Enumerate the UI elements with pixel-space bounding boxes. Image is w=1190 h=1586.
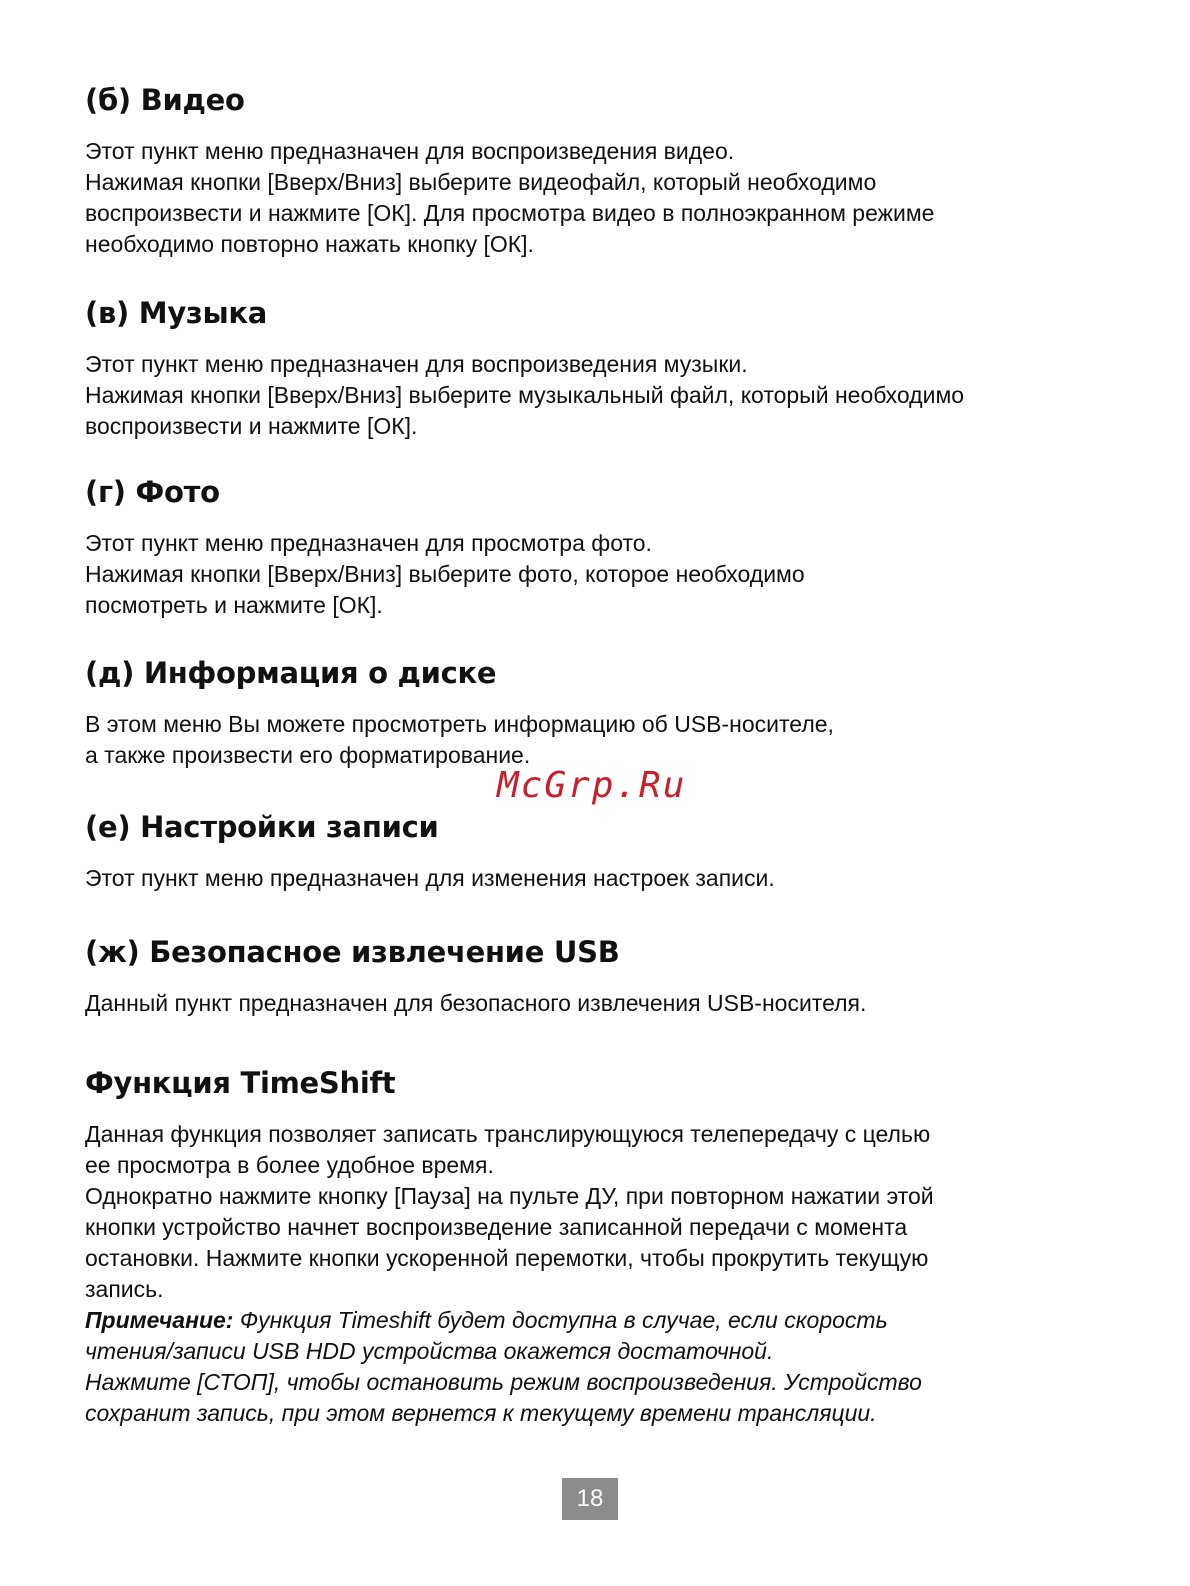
section-heading: (г) Фото [85,475,220,509]
section-heading: (е) Настройки записи [85,810,439,844]
paragraph-line: Нажимая кнопки [Вверх/Вниз] выберите видеофайл, который необходимо [85,169,877,195]
note-line: сохранит запись, при этом вернется к текущему времени трансляции. [85,1400,877,1426]
section-music [85,295,1105,442]
note-line: Нажмите [СТОП], чтобы остановить режим воспроизведения. Устройство [85,1369,922,1395]
paragraph-line: воспроизвести и нажмите [ОК]. [85,413,418,439]
paragraph-line: Этот пункт меню предназначен для просмотра фото. [85,530,652,556]
section-video [85,82,1105,260]
paragraph-line: Нажимая кнопки [Вверх/Вниз] выберите фото, которое необходимо [85,561,805,587]
watermark: McGrp.Ru [497,765,687,806]
section-body [85,349,1105,442]
section-body [85,1119,1105,1429]
section-body [85,136,1105,260]
paragraph-line: кнопки устройство начнет воспроизведение записанной передачи с момента [85,1214,908,1240]
note-line: чтения/записи USB HDD устройства окажется достаточной. [85,1338,774,1364]
section-timeshift [85,1065,1105,1429]
paragraph-line: а также произвести его форматирование. [85,742,531,768]
section-heading: (б) Видео [85,83,245,117]
section-heading: Функция TimeShift [85,1066,396,1100]
paragraph-line: Этот пункт меню предназначен для изменения настроек записи. [85,865,775,891]
paragraph-line: Этот пункт меню предназначен для воспроизведения видео. [85,138,735,164]
paragraph-line: запись. [85,1276,164,1302]
section-heading: (ж) Безопасное извлечение USB [85,935,620,969]
section-body [85,709,1105,771]
paragraph-line: Нажимая кнопки [Вверх/Вниз] выберите музыкальный файл, который необходимо [85,382,965,408]
section-safe-remove [85,934,1105,1019]
note-label: Примечание: [85,1307,234,1333]
paragraph-line: посмотреть и нажмите [ОК]. [85,592,383,618]
section-disk-info [85,655,1105,771]
section-body [85,863,1105,894]
paragraph-line: необходимо повторно нажать кнопку [ОК]. [85,231,534,257]
section-record-settings [85,809,1105,894]
paragraph-line: Данный пункт предназначен для безопасного извлечения USB-носителя. [85,990,867,1016]
paragraph-line: ее просмотра в более удобное время. [85,1152,494,1178]
paragraph-line: Однократно нажмите кнопку [Пауза] на пульте ДУ, при повторном нажатии этой [85,1183,934,1209]
paragraph-line: воспроизвести и нажмите [ОК]. Для просмотра видео в полноэкранном режиме [85,200,935,226]
paragraph-line: Данная функция позволяет записать транслирующуюся телепередачу с целью [85,1121,931,1147]
section-body [85,528,1105,621]
paragraph-line: В этом меню Вы можете просмотреть информацию об USB-носителе, [85,711,834,737]
page-number: 18 [562,1478,618,1520]
section-photo [85,474,1105,621]
note-text: Функция Timeshift будет доступна в случае, если скорость [233,1307,888,1333]
note-line [85,1305,1105,1336]
paragraph-line: Этот пункт меню предназначен для воспроизведения музыки. [85,351,748,377]
section-body [85,988,1105,1019]
section-heading: (д) Информация о диске [85,656,497,690]
section-heading: (в) Музыка [85,296,268,330]
paragraph-line: остановки. Нажмите кнопки ускоренной перемотки, чтобы прокрутить текущую [85,1245,929,1271]
